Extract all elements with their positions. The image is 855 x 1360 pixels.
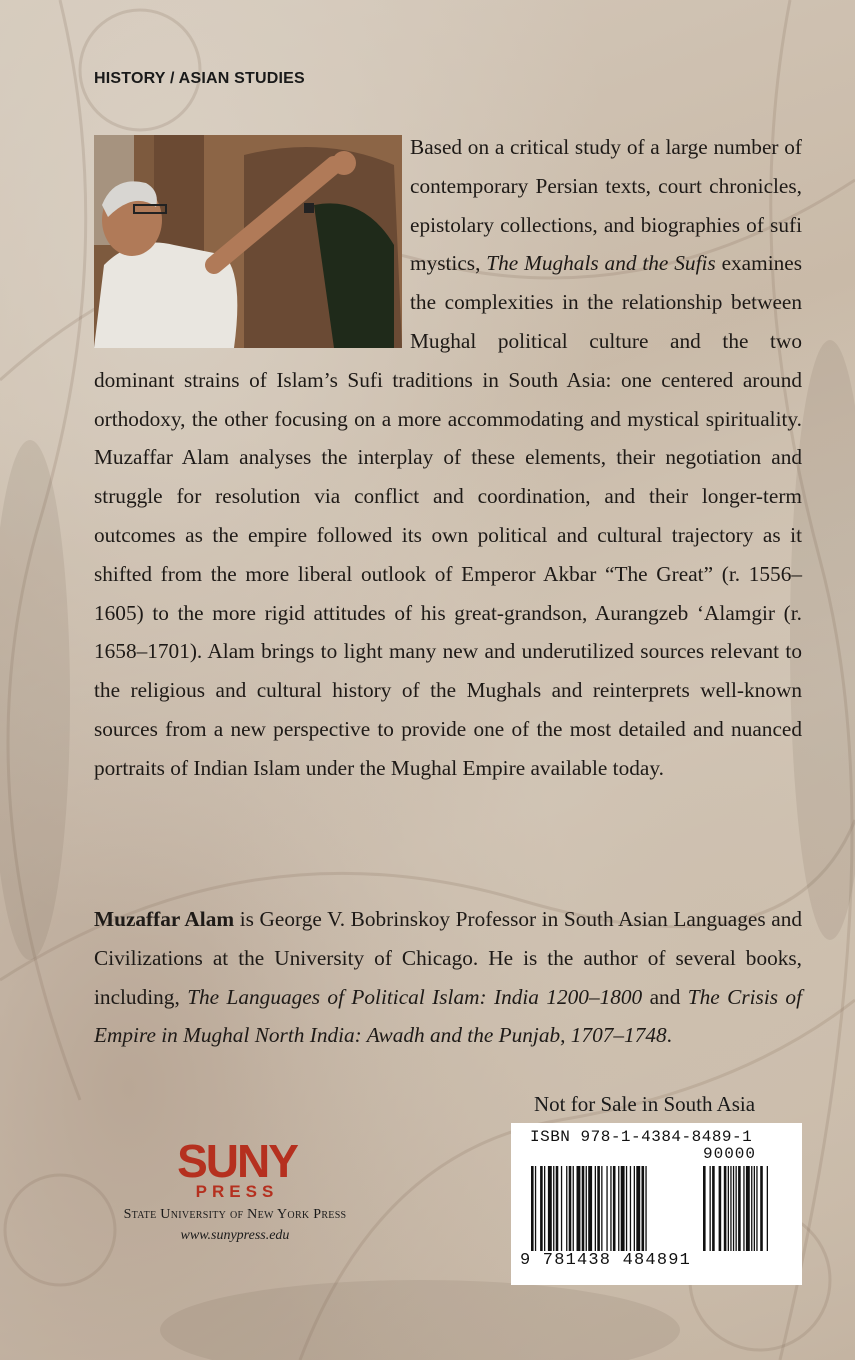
bio-text-3: . xyxy=(666,1023,672,1048)
barcode-bar xyxy=(606,1166,607,1251)
barcode-bar xyxy=(531,1166,534,1251)
barcode-bars xyxy=(531,1166,801,1256)
barcode-bar xyxy=(601,1166,602,1251)
barcode-addon-bar xyxy=(703,1166,706,1251)
barcode-bar xyxy=(573,1166,574,1251)
publisher-name: State University of New York Press xyxy=(123,1207,347,1222)
book-title-1: The Languages of Political Islam: India 1200–1800 xyxy=(187,984,643,1009)
barcode-bar xyxy=(645,1166,646,1251)
category-label: HISTORY / ASIAN STUDIES xyxy=(94,70,305,87)
bio-text-2: and xyxy=(642,984,688,1009)
book-description xyxy=(94,128,802,788)
barcode-bar xyxy=(613,1166,616,1251)
barcode-addon-bar xyxy=(710,1166,711,1251)
barcode-addon-bar xyxy=(728,1166,729,1251)
barcode-bar xyxy=(540,1166,543,1251)
barcode-bar xyxy=(582,1166,585,1251)
barcode-bar xyxy=(535,1166,536,1251)
barcode-bar xyxy=(595,1166,596,1251)
logo-word: SUNY xyxy=(177,1135,297,1187)
barcode-bar xyxy=(626,1166,627,1251)
barcode-bar xyxy=(621,1166,625,1251)
barcode-bar xyxy=(618,1166,619,1251)
barcode-bar xyxy=(566,1166,567,1251)
barcode-addon-bar xyxy=(724,1166,727,1251)
description-text-2: examines the complexities in the relationship between Mughal political culture and the two dominant strains of Islam’s Sufi traditions in South Asia: one centered around orthodoxy, the other focusing on a more accommodating and mystical spirituality. Muzaffar Alam analyses the interplay of these elements, their negotiation and struggle for resolution via conflict and coordination, and their longer-term outcomes as the empire followed its own political and cultural trajectory as it shifted from the more liberal outlook of Emperor Akbar “The Great” (r. 1556–1605) to the more rigid attitudes of his great-grandson, Aurangzeb ‘Alamgir (r. 1658–1701). Alam brings to light many new and underutilized sources relevant to the religious and cultural history of the Mughals and reinterprets well-known sources from a new perspective to provide one of the most detailed and nuanced portraits of Indian Islam under the Mughal Empire available today. xyxy=(94,251,803,780)
barcode-bar xyxy=(630,1166,631,1251)
barcode-addon-bar xyxy=(756,1166,757,1251)
barcode-addon-bar xyxy=(746,1166,750,1251)
barcode-addon-bar xyxy=(754,1166,755,1251)
barcode-addon-bar xyxy=(730,1166,731,1251)
barcode-bar xyxy=(597,1166,600,1251)
barcode-bar xyxy=(610,1166,611,1251)
barcode-addon-bar xyxy=(733,1166,734,1251)
barcode-bar xyxy=(577,1166,581,1251)
price-code: 90000 xyxy=(703,1145,757,1163)
barcode-bar xyxy=(569,1166,572,1251)
author-name: Muzaffar Alam xyxy=(94,907,235,931)
barcode-bar xyxy=(642,1166,645,1251)
description-text-1: Based on a critical study of a large number of contemporary Persian texts, court chronicles, epistolary collections, and biographies of sufi mystics, xyxy=(410,135,802,276)
logo-subword: PRESS xyxy=(195,1182,279,1201)
publisher-website: www.sunypress.edu xyxy=(180,1228,290,1243)
barcode-bar xyxy=(544,1166,545,1251)
barcode-addon-bar xyxy=(767,1166,768,1251)
barcode-addon-bar xyxy=(736,1166,737,1251)
barcode-addon-bar xyxy=(719,1166,722,1251)
barcode-addon-bar xyxy=(743,1166,744,1251)
barcode-addon-bar xyxy=(712,1166,715,1251)
sale-notice: Not for Sale in South Asia xyxy=(534,1092,756,1116)
photo-space xyxy=(94,128,410,350)
barcode-bar xyxy=(586,1166,587,1251)
barcode-addon-bar xyxy=(738,1166,741,1251)
barcode-bar xyxy=(548,1166,552,1251)
barcode-addon-bar xyxy=(751,1166,752,1251)
isbn-label: ISBN 978-1-4384-8489-1 xyxy=(530,1128,753,1146)
barcode-addon-bar xyxy=(760,1166,763,1251)
book-title: The Mughals and the Sufis xyxy=(486,251,716,276)
suny-press-logo xyxy=(162,1135,312,1202)
bio-text-1: is George V. Bobrinskoy Professor in South Asian Languages and Civilizations at the University of Chicago. He is the author of several books, including, xyxy=(94,907,802,1009)
barcode-bar xyxy=(634,1166,635,1251)
barcode-bar xyxy=(561,1166,562,1251)
author-bio xyxy=(94,900,802,1055)
barcode-bar xyxy=(636,1166,640,1251)
ean-digits: 9 781438 484891 xyxy=(520,1251,692,1270)
barcode-bar xyxy=(588,1166,592,1251)
barcode-bar xyxy=(556,1166,559,1251)
book-title-2: The Crisis of Empire in Mughal North India: Awadh and the Punjab, 1707–1748 xyxy=(94,984,802,1048)
barcode-bar xyxy=(553,1166,554,1251)
